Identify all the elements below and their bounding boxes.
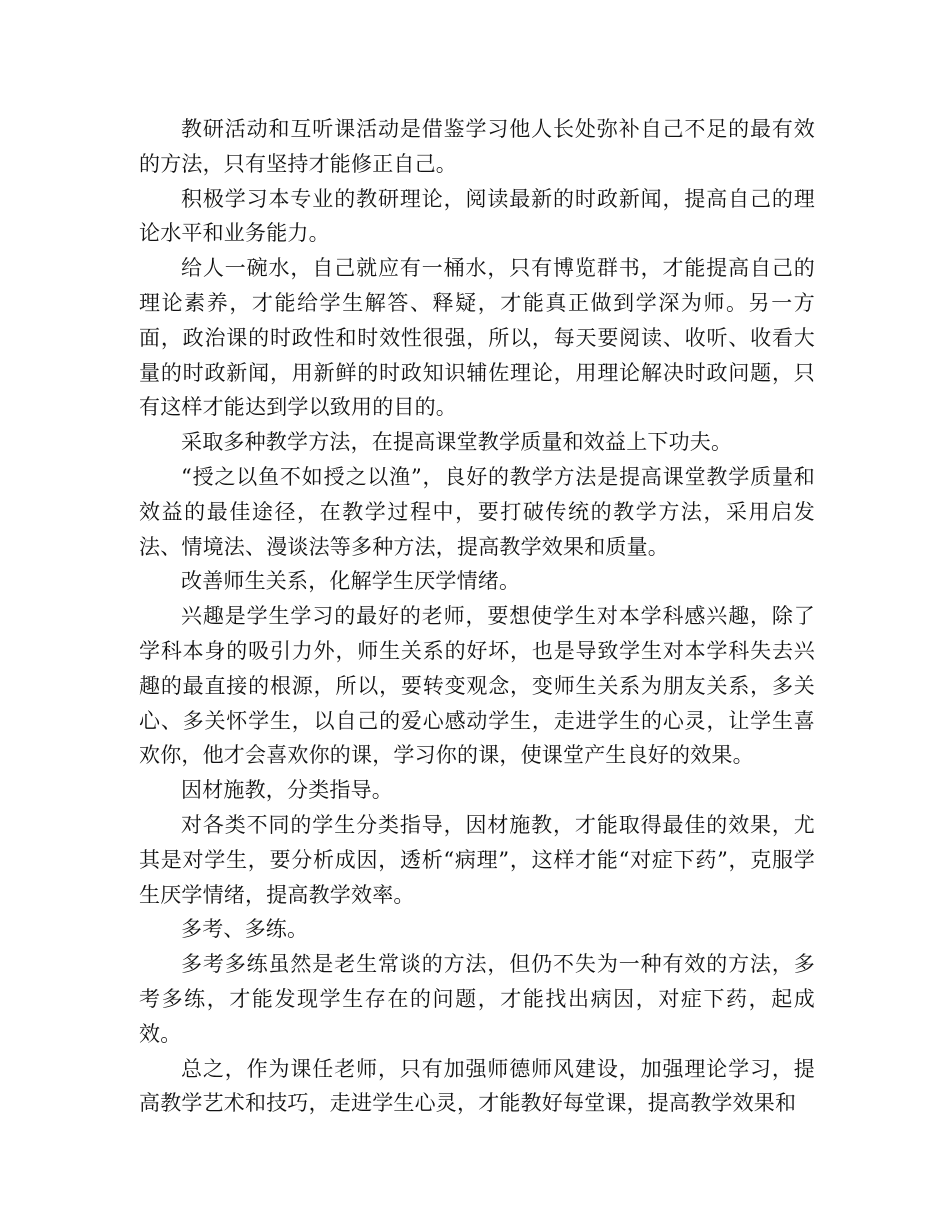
paragraph-9: 对各类不同的学生分类指导，因材施教，才能取得最佳的效果，尤其是对学生，要分析成因，透析“病理”，这样才能“对症下药”，克服学生厌学情绪，提高教学效率。 (139, 812, 815, 907)
paragraph-1: 教研活动和互听课活动是借鉴学习他人长处弥补自己不足的最有效的方法，只有坚持才能修正自己。 (139, 117, 815, 176)
paragraph-12: 总之，作为课任老师，只有加强师德师风建设，加强理论学习，提高教学艺术和技巧，走进学生心灵，才能教好每堂课，提高教学效果和 (139, 1056, 815, 1116)
document-page (139, 112, 815, 1121)
paragraph-2: 积极学习本专业的教研理论，阅读最新的时政新闻，提高自己的理论水平和业务能力。 (139, 186, 815, 246)
paragraph-8: 因材施教，分类指导。 (181, 778, 393, 803)
paragraph-10: 多考、多练。 (181, 917, 309, 942)
paragraph-3: 给人一碗水，自己就应有一桶水，只有博览群书，才能提高自己的理论素养，才能给学生解答、释疑，才能真正做到学深为师。另一方面，政治课的时政性和时效性很强，所以，每天要阅读、收听、收看大量的时政新闻，用新鲜的时政知识辅佐理论，用理论解决时政问题，只有这样才能达到学以致用的目的。 (139, 256, 815, 420)
paragraph-4: 采取多种教学方法，在提高课堂教学质量和效益上下功夫。 (181, 430, 733, 455)
paragraph-6: 改善师生关系，化解学生厌学情绪。 (181, 569, 521, 594)
paragraph-5: “授之以鱼不如授之以渔”，良好的教学方法是提高课堂教学质量和效益的最佳途径，在教学过程中，要打破传统的教学方法，采用启发法、情境法、漫谈法等多种方法，提高教学效果和质量。 (139, 464, 815, 559)
paragraph-11: 多考多练虽然是老生常谈的方法，但仍不失为一种有效的方法，多考多练，才能发现学生存在的问题，才能找出病因，对症下药，起成效。 (139, 952, 815, 1046)
paragraph-7: 兴趣是学生学习的最好的老师，要想使学生对本学科感兴趣，除了学科本身的吸引力外，师生关系的好坏，也是导致学生对本学科失去兴趣的最直接的根源，所以，要转变观念，变师生关系为朋友关系，多关心、多关怀学生，以自己的爱心感动学生，走进学生的心灵，让学生喜欢你，他才会喜欢你的课，学习你的课，使课堂产生良好的效果。 (139, 604, 815, 768)
